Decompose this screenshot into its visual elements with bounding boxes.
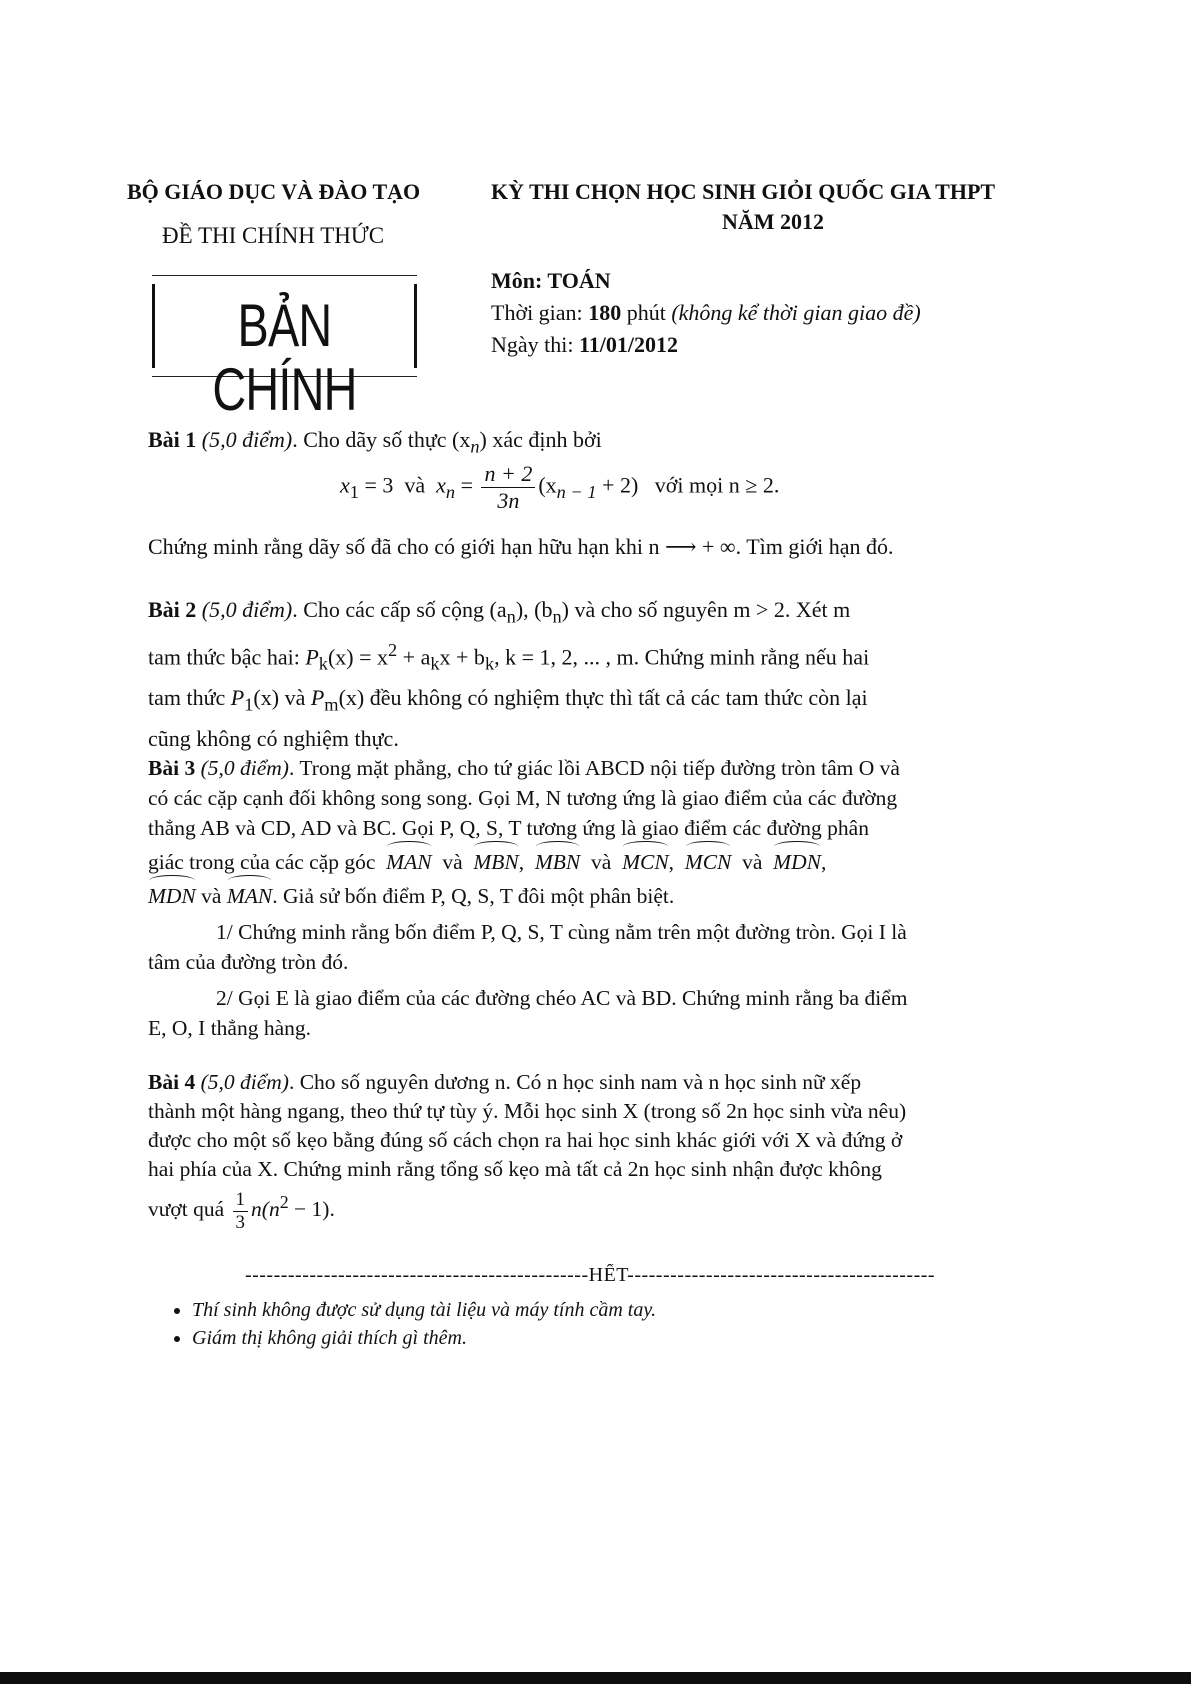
- angle-man: MAN: [386, 847, 431, 877]
- angle-mcn: MCN: [685, 847, 732, 877]
- problem-3: Bài 3 (5,0 điểm). Trong mặt phẳng, cho tứ giác lồi ABCD nội tiếp đường tròn tâm O và có các cặp cạnh đối không song song. Gọi M, N tương ứng là giao điểm của các đường thẳng AB và CD, AD và BC. Gọi P, Q, S, T tương ứng là giao điểm các đường phân giác trong của các cặp góc MAN và MBN, MBN và MCN, MCN và MDN, MDN và MAN. Giả sử bốn điểm P, Q, S, T đôi một phân biệt. 1/ Chứng minh rằng bốn điểm P, Q, S, T cùng nằm trên một đường tròn. Gọi I là tâm của đường tròn đó. 2/ Gọi E là giao điểm của các đường chéo AC và BD. Chứng minh rằng ba điểm E, O, I thẳng hàng.: [148, 756, 908, 1040]
- angle-man: MAN: [227, 881, 272, 911]
- notes-list: [170, 1296, 656, 1352]
- note-item: • Giám thị không giải thích gì thêm.: [192, 1324, 656, 1352]
- problem-4: Bài 4 (5,0 điểm). Cho số nguyên dương n. Có n học sinh nam và n học sinh nữ xếp thành một hàng ngang, theo thứ tự tùy ý. Mỗi học sinh X (trong số 2n học sinh vừa nêu) được cho một số kẹo bằng đúng số cách chọn ra hai học sinh khác giới với X và đứng ở hai phía của X. Chứng minh rằng tổng số kẹo mà tất cả 2n học sinh nhận được không vượt quá $\frac{1}{3}$ $n(n^2 - 1)$.: [148, 1070, 907, 1233]
- exam-info: [491, 265, 921, 361]
- scan-edge-bar: [0, 1672, 1191, 1684]
- official-copy-stamp: [152, 275, 417, 423]
- exam-year: NĂM 2012: [722, 209, 825, 234]
- time-line: Thời gian: 180 phút (không kể thời gian giao đề): [491, 300, 921, 325]
- official-exam-label: ĐỀ THI CHÍNH THỨC: [162, 223, 385, 248]
- exam-title: KỲ THI CHỌN HỌC SINH GIỎI QUỐC GIA THPT: [491, 179, 996, 204]
- problem-1-conclusion: Chứng minh rằng dãy số đã cho có giới hạn hữu hạn khi n ⟶ + ∞. Tìm giới hạn đó.: [148, 534, 894, 559]
- ministry-name: BỘ GIÁO DỤC VÀ ĐÀO TẠO: [127, 179, 421, 204]
- problem-2: Bài 2 (5,0 điểm). Cho các cấp số cộng $(a_n)$, $(b_n)$ và cho số nguyên m > 2. Xét m tam thức bậc hai: $P_k(x) = x^2 + a_kx + b_k$, k = 1, 2, ... , m. Chứng minh rằng nếu hai tam thức $P_1(x)$ và $P_m(x)$ đều không có nghiệm thực thì tất cả các tam thức còn lại cũng không có nghiệm thực.: [148, 597, 870, 751]
- date-line: Ngày thi: 11/01/2012: [491, 332, 679, 357]
- angle-mcn: MCN: [622, 847, 669, 877]
- angle-mdn: MDN: [773, 847, 821, 877]
- note-item: • Thí sinh không được sử dụng tài liệu và máy tính cầm tay.: [192, 1296, 656, 1324]
- problem-1: Bài 1 (5,0 điểm). Cho dãy số thực $(x_n)$ xác định bởi: [148, 427, 602, 457]
- angle-mdn: MDN: [148, 881, 196, 911]
- fraction: $\frac{n + 2}{3n}$: [481, 461, 535, 514]
- angle-mbn: MBN: [535, 847, 580, 877]
- problem-1-formula: $x_1 = 3$ và $x_n$ = $\frac{n + 2}{3n}$ $(x_{n - 1} + 2)$ với mọi n ≥ 2.: [340, 461, 780, 513]
- subject-label: Môn: TOÁN: [491, 268, 611, 293]
- fraction: $\frac{1}{3}$: [233, 1189, 249, 1234]
- angle-mbn: MBN: [473, 847, 518, 877]
- end-marker: ------------------------------------------------HẾT-------------------------------------------: [244, 1264, 936, 1286]
- stamp-text: BẢN CHÍNH: [212, 292, 357, 423]
